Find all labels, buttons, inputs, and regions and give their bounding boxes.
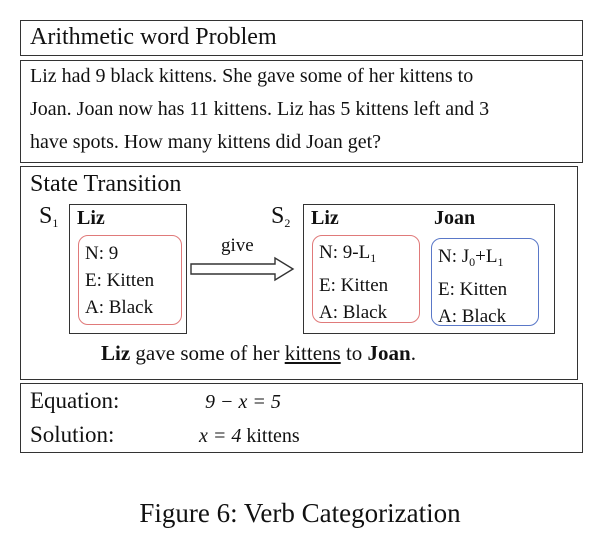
s2-owner-joan: Joan xyxy=(434,207,476,229)
s1-entity-n: N: 9 xyxy=(85,243,119,264)
state-transition-box xyxy=(20,166,578,380)
s2-liz-entity-e: E: Kitten xyxy=(319,275,389,296)
s1-state xyxy=(69,204,187,334)
problem-text-box xyxy=(20,60,583,163)
s2-joan-entity xyxy=(431,238,539,326)
s2-joan-entity-n: N: $J_0+L_1$ xyxy=(438,246,504,269)
problem-line-3: have spots. How many kittens did Joan get? xyxy=(30,131,382,153)
s1-owner: Liz xyxy=(77,207,105,229)
s2-joan-entity-e: E: Kitten xyxy=(438,279,508,300)
verb-label: give xyxy=(221,235,254,256)
s1-entity-a: A: Black xyxy=(85,297,154,318)
s2-owner-liz: Liz xyxy=(311,207,339,229)
problem-line-1: Liz had 9 black kittens. She gave some of her kittens to xyxy=(30,65,474,87)
s2-label: $S_2$ xyxy=(271,203,291,230)
solution-value: x = 4 kittens xyxy=(199,425,300,447)
problem-header: Arithmetic word Problem xyxy=(30,24,277,50)
equation-value: 9 − x = 5 xyxy=(205,391,281,413)
s2-liz-entity xyxy=(312,235,420,323)
s1-label: $S_1$ xyxy=(39,203,59,230)
solution-label: Solution: xyxy=(30,422,115,447)
s1-entity xyxy=(78,235,182,325)
problem-header-box xyxy=(20,20,583,56)
s2-liz-entity-n: N: $9-L_1$ xyxy=(319,242,377,265)
s2-liz-entity-a: A: Black xyxy=(319,302,388,323)
figure-caption: Figure 6: Verb Categorization xyxy=(139,498,461,528)
state-transition-title: State Transition xyxy=(30,171,182,197)
s2-state xyxy=(303,204,555,334)
transition-arrow-icon xyxy=(189,255,299,283)
s2-joan-entity-a: A: Black xyxy=(438,306,507,327)
transition-sentence: Liz gave some of her kittens to Joan. xyxy=(101,341,416,365)
equation-box xyxy=(20,383,583,453)
problem-line-2: Joan. Joan now has 11 kittens. Liz has 5 kittens left and 3 xyxy=(30,98,490,120)
s1-entity-e: E: Kitten xyxy=(85,270,155,291)
equation-label: Equation: xyxy=(30,388,120,413)
